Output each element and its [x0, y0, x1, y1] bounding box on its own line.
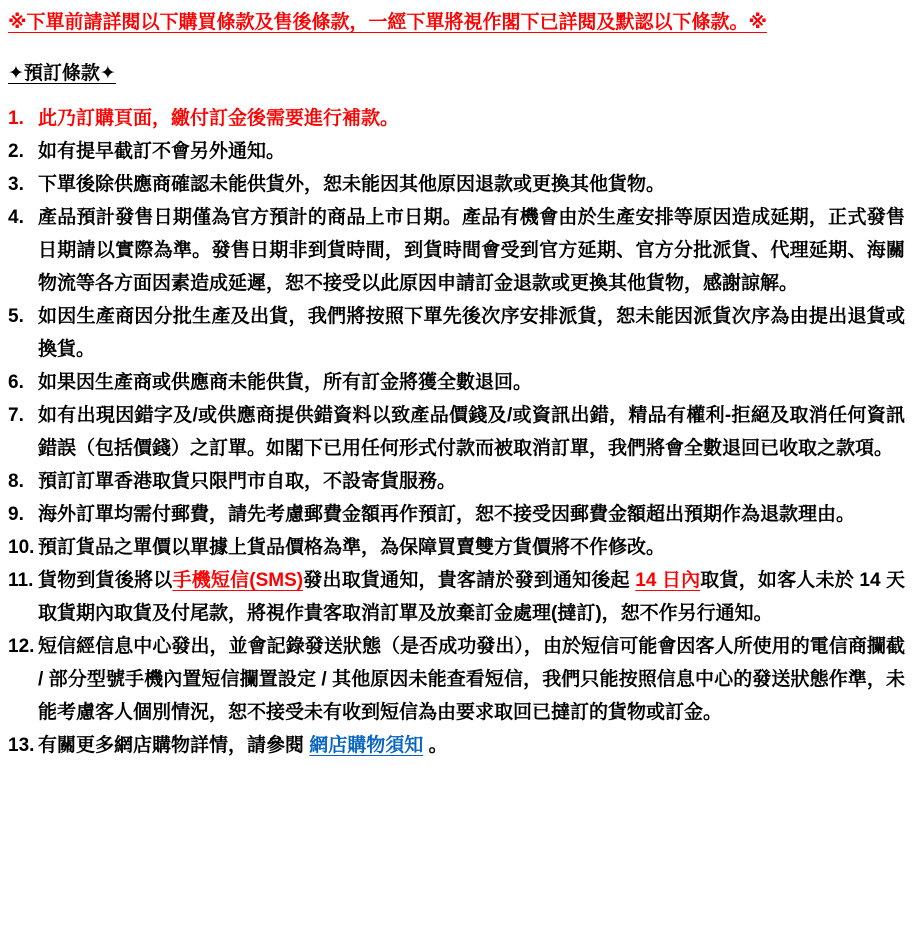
- term-number: 8.: [8, 471, 24, 492]
- term-text: 有關更多網店購物詳情，請參閱 網店購物須知 。: [38, 735, 448, 756]
- term-number: 10.: [8, 537, 35, 558]
- pickup-deadline-highlight: 14 日內: [635, 570, 701, 591]
- term-text: 如因生產商因分批生產及出貨，我們將按照下單先後次序安排派貨，恕未能因派貨次序為由提出退貨或換貨。: [38, 306, 905, 360]
- term-text: 貨物到貨後將以手機短信(SMS)發出取貨通知，貴客請於發到通知後起 14 日內取貨，如客人未於 14 天取貨期內取貨及付尾款，將視作貴客取消訂單及放棄訂金處理(撻訂)，恕不作另行通知。: [38, 570, 906, 624]
- section-title-preorder-terms: ✦預訂條款✦: [8, 63, 116, 84]
- term-item-5: [8, 300, 905, 366]
- term-item-1: [8, 102, 905, 135]
- term-item-10: [8, 531, 905, 564]
- term-number: 9.: [8, 504, 24, 525]
- term-item-8: [8, 465, 905, 498]
- term-text: 此乃訂購頁面，繳付訂金後需要進行補款。: [38, 108, 400, 129]
- term-number: 5.: [8, 306, 24, 327]
- term-item-13: [8, 729, 905, 762]
- term-item-3: [8, 168, 905, 201]
- term-item-6: [8, 366, 905, 399]
- terms-list: [8, 102, 905, 762]
- term-text: 預訂貨品之單價以單據上貨品價格為準，為保障買賣雙方貨價將不作修改。: [38, 537, 666, 558]
- shop-guide-link[interactable]: 網店購物須知: [309, 735, 424, 756]
- term-item-4: [8, 201, 905, 300]
- term-text: 如有提早截訂不會另外通知。: [38, 141, 286, 162]
- term-number: 11.: [8, 570, 34, 591]
- term-text: 如有出現因錯字及/或供應商提供錯資料以致產品價錢及/或資訊出錯，精品有權利-拒絕及取消任何資訊錯誤（包括價錢）之訂單。如閣下已用任何形式付款而被取消訂單，我們將會全數退回已收取之款項。: [38, 405, 905, 459]
- term-number: 6.: [8, 372, 24, 393]
- term-number: 1.: [8, 108, 24, 129]
- term-text: 海外訂單均需付郵費，請先考慮郵費金額再作預訂，恕不接受因郵費金額超出預期作為退款理由。: [38, 504, 856, 525]
- term-text: 如果因生產商或供應商未能供貨，所有訂金將獲全數退回。: [38, 372, 533, 393]
- term-number: 13.: [8, 735, 35, 756]
- term-number: 7.: [8, 405, 24, 426]
- term-item-7: [8, 399, 905, 465]
- terms-header: ※下單前請詳閱以下購買條款及售後條款，一經下單將視作閣下已詳閱及默認以下條款。※: [8, 12, 767, 33]
- term-text: 產品預計發售日期僅為官方預計的商品上市日期。產品有機會由於生產安排等原因造成延期，正式發售日期請以實際為準。發售日期非到貨時間，到貨時間會受到官方延期、官方分批派貨、代理延期、海關物流等各方面因素造成延遲，恕不接受以此原因申請訂金退款或更換其他貨物，感謝諒解。: [38, 207, 905, 294]
- term-item-11: [8, 564, 905, 630]
- term-number: 3.: [8, 174, 24, 195]
- term-item-2: [8, 135, 905, 168]
- term-number: 12.: [8, 636, 35, 657]
- term-number: 4.: [8, 207, 24, 228]
- term-item-9: [8, 498, 905, 531]
- term-text: 短信經信息中心發出，並會記錄發送狀態（是否成功發出），由於短信可能會因客人所使用的電信商攔截 / 部分型號手機內置短信攔置設定 / 其他原因未能查看短信，我們只能按照信息中心的發送狀態作準，未能考慮客人個別情況，恕不接受未有收到短信為由要求取回已撻訂的貨物或訂金。: [38, 636, 905, 723]
- term-item-12: [8, 630, 905, 729]
- term-text: 預訂訂單香港取貨只限門市自取，不設寄貨服務。: [38, 471, 457, 492]
- sms-notice-highlight: 手機短信(SMS): [172, 570, 304, 591]
- term-number: 2.: [8, 141, 24, 162]
- term-text: 下單後除供應商確認未能供貨外，恕未能因其他原因退款或更換其他貨物。: [38, 174, 666, 195]
